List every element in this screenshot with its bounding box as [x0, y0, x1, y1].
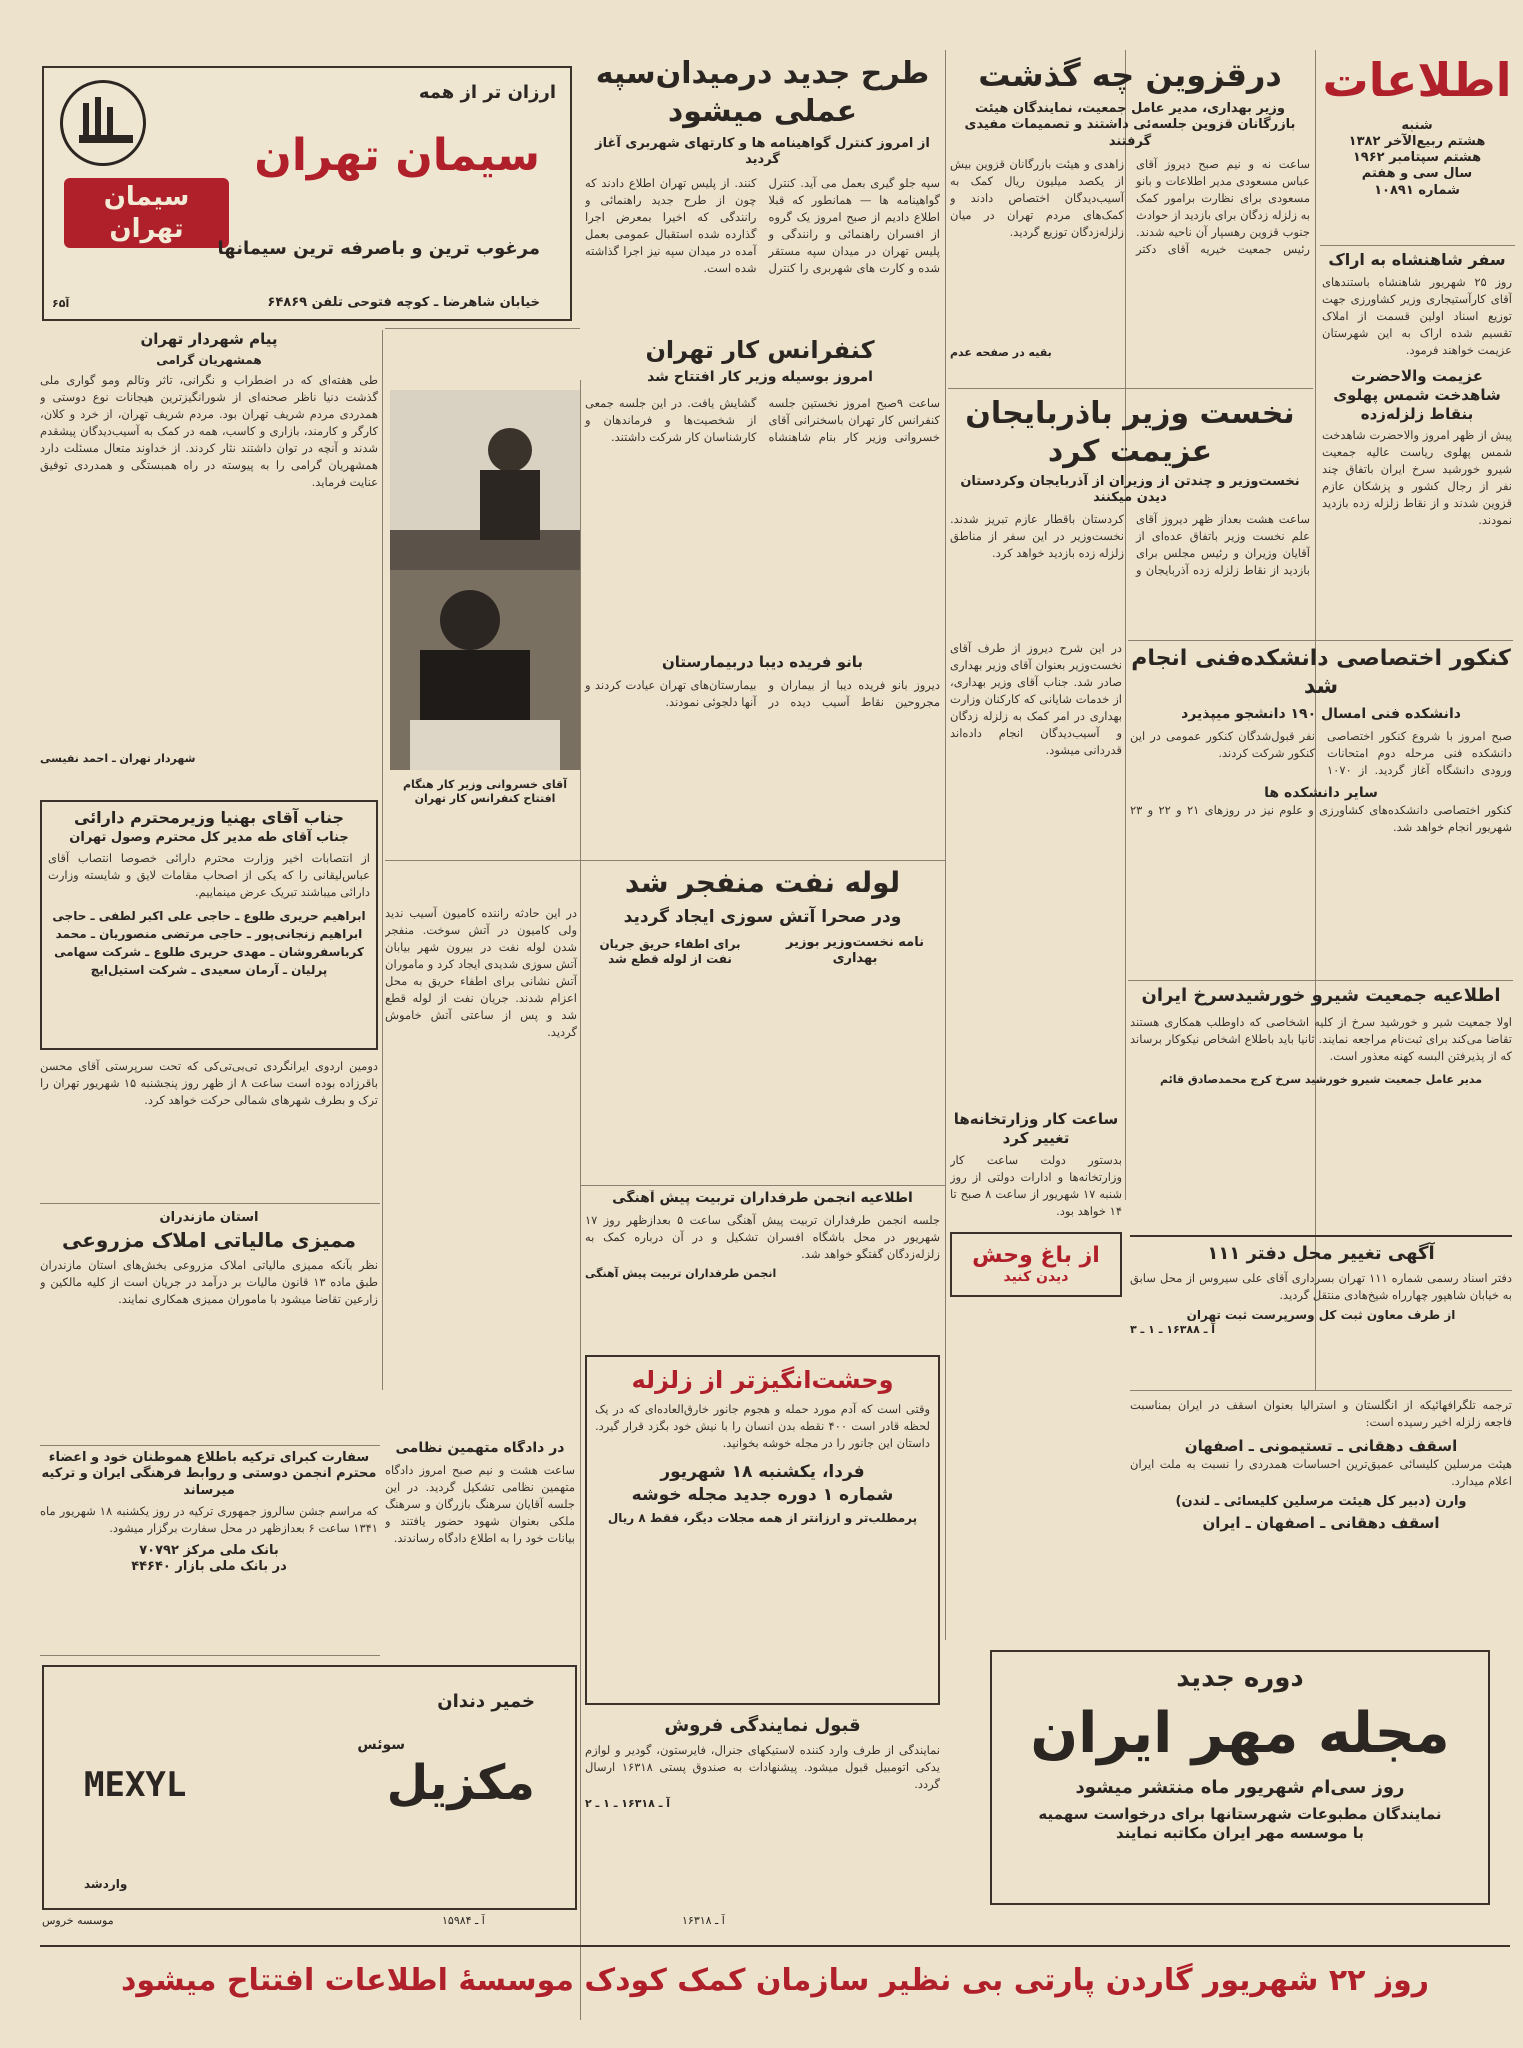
- headline: از باغ وحش: [972, 1242, 1100, 1268]
- masthead-date-greg: هشتم سپتامبر ۱۹۶۲: [1352, 150, 1482, 166]
- ad-signers: ابراهیم حریری طلوع ـ حاجی علی اکبر لطفی ـ حاجی ابراهیم زنجانی‌پور ـ حاجی مرتضی منصوریان ـ محمد کرباسفروشان ـ مهدی حریری طلوع ـ شرکت سهامی پرلیان ـ آرمان سعیدی ـ شرکت استیل‌ایچ: [52, 909, 366, 978]
- headline: قبول نمایندگی فروش: [664, 1715, 861, 1736]
- article-bazaar: [950, 1110, 1122, 1625]
- footer-code: آ ـ ۱۶۳۱۸: [682, 1914, 725, 1927]
- ad-cement: [42, 66, 572, 321]
- footer-code: آ ـ ۱۵۹۸۴: [442, 1914, 485, 1927]
- masthead-issue: شماره ۱۰۸۹۱: [1374, 182, 1460, 198]
- article-text: در این شرح دیروز از طرف آقای نخست‌وزیر بعنوان آقای وزیر بهداری صادر شد. جناب آقای وزیر بهداری، از خدمات شایانی که کارکنان وزارت بهداری در امر کمک به زلزله زدگان و آسیب‌دیدگان انجام داده‌اند قدردانی میشود.: [950, 641, 1122, 758]
- article-text: صبح امروز با شروع کنکور اختصاصی دانشکده فنی مرحله دوم امتحانات ورودی دانشگاه آغاز گردید. از ۱۰۷۰ نفر قبول‌شدگان کنکور عمومی در این کنکور شرکت کردند.: [1130, 728, 1512, 777]
- banner-text: روز ۲۲ شهریور گاردن پارتی بی نظیر سازمان کمک کودک موسسهٔ اطلاعات افتتاح میشود: [120, 1963, 1430, 1999]
- signature: مدیر عامل جمعیت شیرو خورشید سرخ کرج محمدصادق قائم: [1159, 1072, 1483, 1086]
- headline: وحشت‌انگیزتر از زلزله: [631, 1366, 894, 1394]
- article-azerbaijan: [950, 395, 1310, 635]
- ad-text: از انتصابات اخیر وزارت محترم دارائی خصوصا انتصاب آقای عباس‌لیقانی را که یکی از اصحاب مقامات لایق و شایسته وزارت دارائی میباشند تبریک عرض مینماییم.: [48, 851, 370, 900]
- headline: عزیمت کرد: [1047, 433, 1213, 469]
- article-text: که مراسم جشن سالروز جمهوری ترکیه در روز یکشنبه ۱۸ شهریور ماه ۱۳۴۱ ساعت ۶ بعدازظهر در محل سفارت برگزار میشود.: [40, 1503, 378, 1535]
- article-text: سپه جلو گیری بعمل می آید. کنترل گواهینامه ها — همانطور که قبلا اطلاع دادیم از صبح امروز یک گروه از افسران راهنمائی و رانندگی و پلیس تهران در میدان سپه مستقر شده و کارت های شهربری را کنترل کنند. از پلیس تهران اطلاع دادند که چون از طرح جدید راهنمائی و رانندگی که اخیرا بمعرض اجرا گذارده شده استقبال عمومی بعمل آمده در میدان سپه نیز اجرا گذاشته شده است.: [585, 175, 940, 275]
- ad-text: نمایندگی از طرف وارد کننده لاستیکهای جنرال، فایرستون، گودیر و لوازم یدکی اتومبیل قبول میشود. پیشنهادات به صندوق پستی ۱۶۳۱۸ ارسال گردد.: [585, 1742, 940, 1791]
- divider: [40, 1203, 380, 1204]
- notice-society: [585, 1190, 940, 1340]
- headline: طرح جدید درمیدان‌سپه: [595, 56, 930, 91]
- ad-brand-mark: [64, 178, 229, 248]
- bank-line: بانک ملی مرکز ۷۰۷۹۲: [139, 1542, 279, 1558]
- headline: اطلاعیه انجمن طرفداران تربیت پیش آهنگی: [612, 1190, 913, 1206]
- ad-mehr-iran: [990, 1650, 1490, 1905]
- salutation: همشهریان گرامی: [156, 352, 262, 367]
- headline: مجله مهر ایران: [1030, 1700, 1450, 1766]
- article-exam: [1130, 645, 1512, 975]
- masthead-date-hijri: هشتم ربیع‌الآخر ۱۳۸۲: [1348, 133, 1486, 149]
- article-text: دیروز بانو فریده دیبا از بیماران و مجروحین نقاط آسیب دیده در بیمارستان‌های تهران عیادت کردند و آنها دلجوئی نمودند.: [585, 678, 940, 710]
- divider: [40, 1445, 380, 1446]
- masthead-title: اطلاعات: [1322, 55, 1512, 107]
- footer-code: موسسه خروس: [42, 1914, 114, 1927]
- subhead: امروز بوسیله وزیر کار افتتاح شد: [647, 369, 873, 385]
- article-health: [770, 935, 940, 1185]
- ad-khoshe: [585, 1355, 940, 1705]
- article-health-cont: [950, 640, 1122, 1100]
- ad-brand-en: MEXYL: [84, 1765, 187, 1805]
- masthead-day: شنبه: [1401, 117, 1433, 133]
- divider: [1128, 980, 1513, 981]
- column-rule: [382, 330, 383, 1390]
- subhead: نخست‌وزیر و چندتن از وزیران از آذربایجان وکردستان دیدن میکنند: [960, 474, 1300, 506]
- ad-code: آ۶۵: [52, 297, 70, 311]
- ad-brand: سیمان تهران: [254, 130, 540, 181]
- article-text: ساعت هشت و نیم صبح امروز دادگاه متهمین نظامی تشکیل گردید. در این جلسه آقایان سرهنگ بازرگان و سرهنگ ملکی بعنوان شهود حضور یافتند و بیانات خود را به اطلاع دادگاه رساندند.: [385, 1462, 575, 1545]
- subhead: استان مازندران: [159, 1210, 259, 1225]
- headline: عملی میشود: [667, 93, 858, 129]
- divider: [40, 1655, 380, 1656]
- headline: جناب آقای بهنیا وزیرمحترم دارائی: [73, 808, 345, 827]
- headline: درقزوین چه گذشت: [978, 56, 1282, 94]
- headline: آگهی تغییر محل دفتر ۱۱۱: [1207, 1243, 1435, 1264]
- article-qazvin: [950, 55, 1310, 385]
- headline: عزیمت والاحضرت شاهدخت شمس پهلوی بنقاط زلزله‌زده: [1333, 367, 1501, 423]
- ad-registry: [1130, 1235, 1512, 1370]
- headline: ممیزی مالیاتی املاک مزروعی: [61, 1228, 356, 1253]
- article-sepah: [585, 55, 940, 355]
- article-text: در این حادثه راننده کامیون آسیب ندید ولی کامیون در آتش سوخت. منفجر شدن لوله نفت در بیرون شهر بیابان آتش سوزی شدیدی ایجاد کرد و ماموران آتش نشانی برای اطفاء حریق به محل اعزام شدند. جریان نفت از لوله قطع شد و پس از ساعتی آتش خاموش گردید.: [385, 906, 577, 1040]
- article-text: نظر بآنکه ممیزی مالیاتی املاک مزروعی بخش‌های استان مازندران طبق ماده ۱۳ قانون مالیات بر درآمد در جریان است از کلیه مالکین و زارعین تقاضا میشود با ماموران ممیزی همکاری نمایند.: [40, 1258, 378, 1307]
- ad-origin: سوئس: [357, 1737, 405, 1753]
- article-text: جلسه انجمن طرفداران تربیت پیش آهنگی ساعت ۵ بعدازظهر روز ۱۷ شهریور در محل باشگاه افسران تشکیل و در آن درباره کمک به زلزله‌زدگان گفتگو خواهد شد.: [585, 1212, 940, 1261]
- ad-thanks: [40, 800, 378, 1050]
- headline: جناب آقای طه مدیر کل محترم وصول تهران: [69, 830, 349, 845]
- signature: انجمن طرفداران تربیت پیش آهنگی: [585, 1266, 777, 1280]
- conference-photo: [390, 390, 580, 815]
- notice-turkey: [40, 1450, 378, 1650]
- factory-icon: [69, 83, 143, 157]
- bottom-banner: [40, 1945, 1510, 2015]
- article-text: ترجمه تلگرافهائیکه از انگلستان و استرالیا بعنوان اسقف در ایران بمناسبت فاجعه زلزله اخیر رسیده است:: [1130, 1398, 1512, 1430]
- ad-product: خمیر دندان: [437, 1691, 535, 1712]
- article-text: اولا جمعیت شیر و خورشید سرخ از کلیه اشخاصی که داوطلب همکاری هستند تقاضا می‌کند برای ثبت‌نام مراجعه نمایند. ثانیا باید باطلاع اشخاص نیکوکار برساند که از پذیرفتن البسه کهنه معذور است.: [1130, 1014, 1512, 1063]
- name-line: اسقف دهقانی ـ اصفهان ـ ایران: [1202, 1514, 1440, 1533]
- divider: [580, 1185, 945, 1186]
- ad-footer: از طرف معاون ثبت کل وسرپرست ثبت تهران: [1186, 1307, 1456, 1322]
- subhead: از امروز کنترل گواهینامه ها و کارتهای شهربری آغاز گردید: [595, 136, 930, 168]
- headline: نخست وزیر باذربایجان: [965, 396, 1295, 431]
- article-text: ساعت هشت بعداز ظهر دیروز آقای علم نخست وزیر باتفاق عده‌ای از آقایان وزیران و رئیس مجلس برای بازدید از نقاط زلزله زده آذربایجان و کردستان باقطار عازم تبریز شدند. نخست‌وزیر در این سفر از مناطق زلزله زده بازدید خواهد کرد.: [950, 511, 1310, 577]
- bank-line: در بانک ملی بازار ۴۴۶۴۰: [131, 1559, 287, 1575]
- article-text: کنکور اختصاصی دانشکده‌های کشاورزی و علوم نیز در روزهای ۲۱ و ۲۲ و ۲۳ شهریور انجام خواهد شد.: [1130, 803, 1512, 835]
- ad-agency: [585, 1715, 940, 1905]
- name-line: اسقف دهقانی ـ تستیمونی ـ اصفهان: [1184, 1437, 1458, 1456]
- article-bishop: [1130, 1390, 1512, 1630]
- masthead-volume: سال سی و هفتم: [1361, 166, 1473, 182]
- divider: [1320, 245, 1515, 246]
- photo-image: [390, 390, 580, 770]
- subhead: سایر دانشکده ها: [1264, 784, 1378, 801]
- ad-pre: دوره جدید: [1176, 1663, 1304, 1693]
- divider: [385, 328, 580, 329]
- headline: کنفرانس کار تهران: [645, 336, 875, 364]
- ad-line: فردا، یکشنبه ۱۸ شهریور: [660, 1462, 865, 1483]
- headline: پیام شهردار تهران: [140, 330, 278, 348]
- article-text: ساعت نه و نیم صبح دیروز آقای عباس مسعودی مدیر اطلاعات و بانو مسعودی برای نظارت برامور کمک به زلزله زدگان برای بازدید از حوادث جنوب قزوین رهسپار آن ناحیه شدند. رئیس جمعیت خیریه آقای دکتر زاهدی و هیئت بازرگانان قزوین بیش از یکصد میلیون ریال کمک به آسیب‌دیدگان اختصاص دادند و کمک‌های مردم تهران در میان زلزله‌زدگان توزیع گردید.: [950, 156, 1310, 256]
- continued: بقیه در صفحه عدم: [950, 345, 1052, 359]
- ad-mexyl: [42, 1665, 577, 1910]
- ad-line: شماره ۱ دوره جدید مجله خوشه: [631, 1485, 894, 1506]
- name-line: وارن (دبیر کل هیئت مرسلین کلیسائی ـ لندن): [1175, 1493, 1467, 1509]
- photo-caption: آقای خسروانی وزیر کار هنگام: [402, 778, 568, 791]
- ad-text: دیدن کنید: [1003, 1269, 1069, 1286]
- ad-address: خیابان شاهرضا ـ کوچه فتوحی تلفن ۶۴۸۶۹: [267, 294, 540, 310]
- divider: [948, 388, 1313, 389]
- ad-brand: سیمان تهران: [103, 181, 190, 244]
- ad-importer: واردشد: [84, 1877, 128, 1891]
- headline: کنکور اختصاصی دانشکده‌فنی انجام شد: [1131, 646, 1511, 699]
- article-text: پیش از ظهر امروز والاحضرت شاهدخت شمس پهلوی ریاست عالیه جمعیت شیرو خورشید سرخ ایران باتفاق چند نفر از رجال کشور و پزشکان عازم قزوین شدند و از نقاط زلزله زده بازدید نمودند.: [1322, 428, 1512, 528]
- article-masthead-col: [1322, 250, 1512, 620]
- article-text: ساعت ۹صبح امروز نخستین جلسه کنفرانس کار تهران باسخنرانی آقای خسروانی وزیر کار بنام شاهنشاه گشایش یافت. در این جلسه جمعی از شخصیت‌ها و فرماندهان و کارشناسان کار شرکت داشتند.: [585, 396, 940, 445]
- ad-code: آ ـ ۱۶۳۸۸ ـ ۱ ـ ۳: [1130, 1322, 1216, 1336]
- headline: لوله نفت منفجر شد: [624, 866, 901, 899]
- headline: ساعت کار وزارتخانه‌ها تغییر کرد: [953, 1110, 1119, 1147]
- ad-text: وقتی است که آدم مورد حمله و هجوم جانور خارق‌العاده‌ای که در یک لحظه قادر است ۴۰۰ نقطه بدن انسان را با نیش خود بگزد قرار گیرد. داستان این جانور را در مجله خوشه بخوانید.: [595, 1402, 931, 1451]
- article-mayor: [40, 330, 378, 790]
- article-text: طی هفته‌ای که در اضطراب و نگرانی، تاثر وتالم ومو گواری ملی گذشت دنیا ناظر صحنه‌ای از شورانگیزترین هیجانات نوع دوستی و همدردی مردم شریف تهران بود. مردم شریف تهران، از خرد و کلان، کارگر و کارمند، بازاری و کاسب، همه در کمک به آسیب‌دیدگان پیشقدم شدند و آنچه در توان داشتند نثار کردند. از خداوند متعال مسئلت دارد همشهریان گرامی را به پیوسته در راه همبستگی و همدردی توفیق عنایت فرماید.: [40, 372, 378, 489]
- article-text: روز ۲۵ شهریور شاهنشاه باستندهای آقای کارآستیجاری وزیر کشاورزی جهت توزیع اسناد اولین قسمت از املاک تقسیم شده اراک به این شهرستان عزیمت خواهند فرمود.: [1322, 275, 1512, 358]
- ad-zoo: [950, 1232, 1122, 1297]
- headline: سفارت کبرای ترکیه باطلاع هموطنان خود و اعضاء محترم انجمن دوستی و روابط فرهنگی ایران و ترکیه میرساند: [41, 1450, 377, 1498]
- subhead: وزیر بهداری، مدیر عامل جمعیت، نمایندگان هیئت بازرگانان قزوین جلسه‌ئی داشتند و تصمیمات مفیدی گرفتند: [964, 101, 1296, 149]
- ad-line: پرمطلب‌تر و ارزانتر از همه مجلات دیگر، فقط ۸ ریال: [607, 1510, 918, 1525]
- article-text: دومین اردوی ایرانگردی تی‌بی‌تی‌کی که تحت سرپرستی آقای محسن باقرزاده بوده است ساعت ۸ از ظهر روز پنجشنبه ۱۵ شهریور تهران را ترک و بطرف شهرهای شمالی حرکت خواهد کرد.: [40, 1059, 378, 1108]
- subhead: برای اطفاء حریق جریان نفت از لوله قطع شد: [599, 937, 741, 966]
- headline: اطلاعیه جمعیت شیرو خورشیدسرخ ایران: [1141, 985, 1501, 1006]
- article-text: هیئت مرسلین کلیسائی عمیق‌ترین احساسات همدردی را نسبت به ملت ایران اعلام میدارد.: [1130, 1456, 1512, 1488]
- factory-logo: [60, 80, 146, 166]
- article-redlion: [1130, 985, 1512, 1230]
- headline: ودر صحرا آتش سوزی ایجاد گردید: [623, 907, 902, 927]
- divider: [385, 860, 945, 861]
- subhead: بانو فریده دیبا دربیمارستان: [661, 653, 864, 671]
- ad-line: با موسسه مهر ایران مکاتبه نمایند: [1116, 1823, 1364, 1842]
- notice-tour: [40, 1058, 378, 1198]
- ad-slogan: ارزان تر از همه: [418, 82, 556, 103]
- notice-tax: [40, 1210, 378, 1440]
- photo-caption: افتتاح کنفرانس کار تهران: [414, 791, 556, 805]
- ad-code: آ ـ ۱۶۳۱۸ ـ ۱ ـ ۲: [585, 1796, 671, 1810]
- article-court: [385, 1440, 575, 1650]
- ad-line: روز سی‌ام شهریور ماه منتشر میشود: [1075, 1776, 1405, 1798]
- ad-text: دفتر اسناد رسمی شماره ۱۱۱ تهران بسرداری آقای علی سیروس از محل سابق به خیابان شاهپور چهارراه شیخ‌هادی منتقل گردید.: [1130, 1270, 1512, 1302]
- headline: نامه نخست‌وزیر بوزیر بهداری: [785, 935, 924, 967]
- article-text: بدستور دولت ساعت کار وزارتخانه‌ها و ادارات دولتی از روز شنبه ۱۷ شهریور از ساعت ۸ صبح تا ۱۴ خواهد بود.: [950, 1152, 1122, 1218]
- ad-brand: مکزیل: [386, 1755, 535, 1811]
- column-rule: [945, 50, 946, 1640]
- ad-line: نمایندگان مطبوعات شهرستانها برای درخواست سهمیه: [1038, 1805, 1442, 1823]
- divider: [1128, 640, 1513, 641]
- masthead: [1322, 55, 1512, 240]
- headline: سفر شاهنشاه به اراک: [1328, 250, 1506, 269]
- signature: شهردار تهران ـ احمد نفیسی: [40, 751, 196, 765]
- headline: در دادگاه متهمین نظامی: [395, 1440, 565, 1456]
- ad-tagline: مرغوب ترین و باصرفه ترین سیمانها: [217, 238, 540, 259]
- footer-codes: [42, 1914, 942, 1932]
- subhead: دانشکده فنی امسال ۱۹۰ دانشجو میپذیرد: [1181, 706, 1461, 722]
